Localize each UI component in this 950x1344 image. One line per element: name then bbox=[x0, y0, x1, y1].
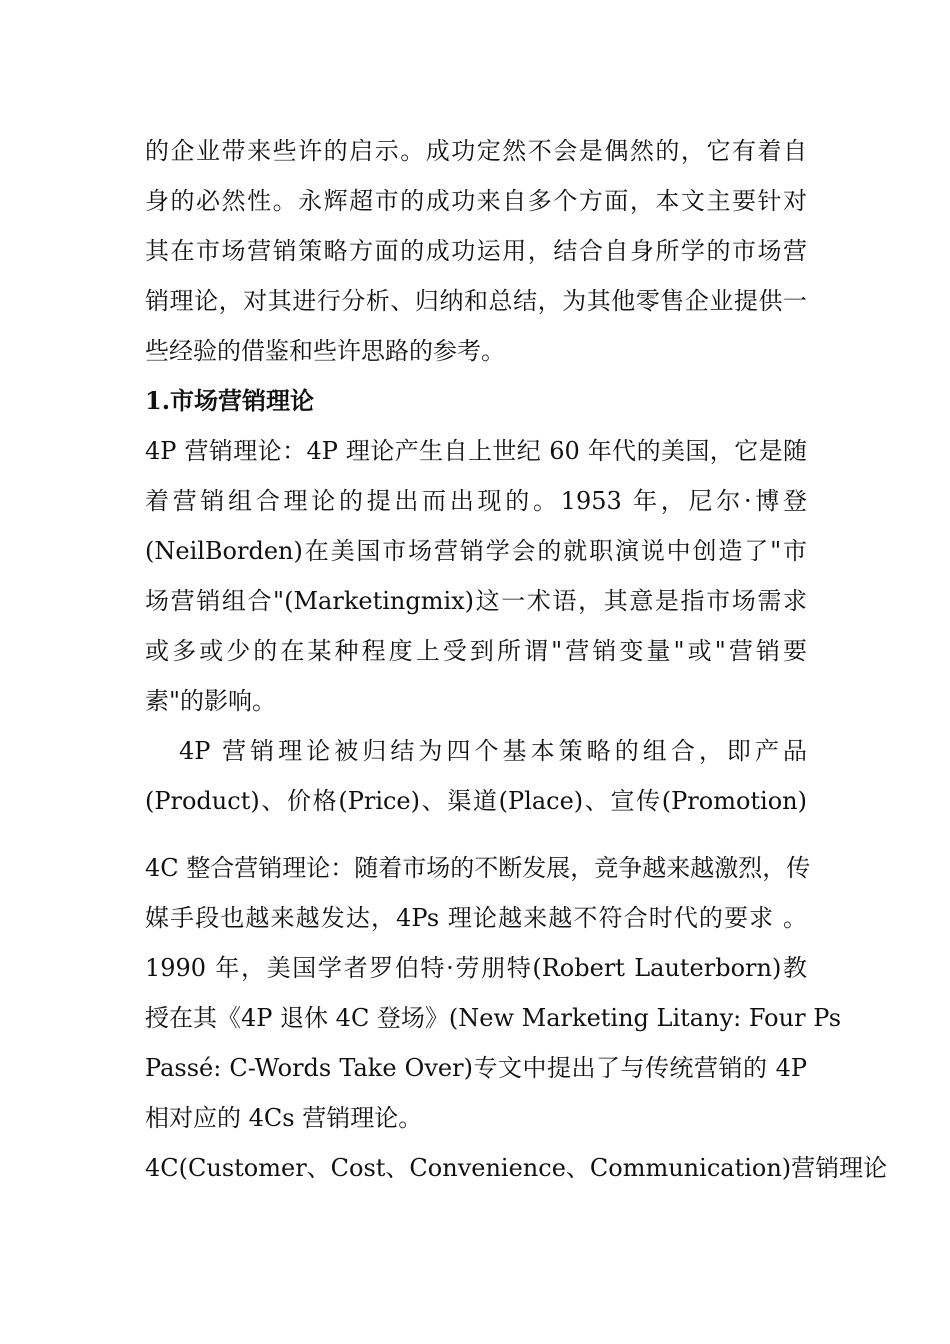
text-line: 素"的影响。 bbox=[145, 687, 277, 715]
text-line: 身的必然性。永辉超市的成功来自多个方面，本文主要针对 bbox=[145, 187, 807, 215]
text-line: 或多或少的在某种程度上受到所谓"营销变量"或"营销要 bbox=[145, 637, 807, 665]
text-line: 4P 营销理论：4P 理论产生自上世纪 60 年代的美国，它是随 bbox=[145, 437, 807, 465]
text-line: 授在其《4P 退休 4C 登场》(New Marketing Litany: Four Ps bbox=[145, 1004, 842, 1032]
document-page bbox=[145, 126, 888, 1193]
text-line: 4C(Customer、Cost、Convenience、Communication)营销理论 bbox=[145, 1154, 888, 1182]
paragraph-spacer bbox=[145, 826, 807, 843]
four-p-detail-paragraph bbox=[145, 726, 807, 826]
text-line: (NeilBorden)在美国市场营销学会的就职演说中创造了"市 bbox=[145, 537, 807, 565]
text-line: (Product)、价格(Price)、渠道(Place)、宣传(Promotion) bbox=[145, 787, 807, 815]
text-line: Passé: C-Words Take Over)专文中提出了与传统营销的 4P bbox=[145, 1054, 807, 1082]
text-line: 相对应的 4Cs 营销理论。 bbox=[145, 1104, 423, 1132]
text-line: 媒手段也越来越发达，4Ps 理论越来越不符合时代的要求 。 bbox=[145, 904, 807, 932]
text-line: 其在市场营销策略方面的成功运用，结合自身所学的市场营 bbox=[145, 237, 807, 265]
section-heading: 1.市场营销理论 bbox=[145, 386, 315, 415]
four-c-detail-paragraph bbox=[145, 1143, 888, 1193]
text-line: 场营销组合"(Marketingmix)这一术语，其意是指市场需求 bbox=[145, 587, 807, 615]
intro-paragraph bbox=[145, 126, 807, 376]
text-line: 销理论，对其进行分析、归纳和总结，为其他零售企业提供一 bbox=[145, 287, 807, 315]
text-line: 1990 年，美国学者罗伯特·劳朋特(Robert Lauterborn)教 bbox=[145, 954, 807, 982]
text-line: 的企业带来些许的启示。成功定然不会是偶然的，它有着自 bbox=[145, 137, 807, 165]
four-c-paragraph bbox=[145, 843, 842, 1143]
text-line: 4C 整合营销理论：随着市场的不断发展，竞争越来越激烈，传 bbox=[145, 854, 811, 882]
text-line: 4P 营销理论被归结为四个基本策略的组合，即产品 bbox=[179, 737, 807, 765]
four-p-paragraph bbox=[145, 426, 807, 726]
text-line: 些经验的借鉴和些许思路的参考。 bbox=[145, 337, 505, 365]
text-line: 着营销组合理论的提出而出现的。1953 年，尼尔·博登 bbox=[145, 487, 807, 515]
